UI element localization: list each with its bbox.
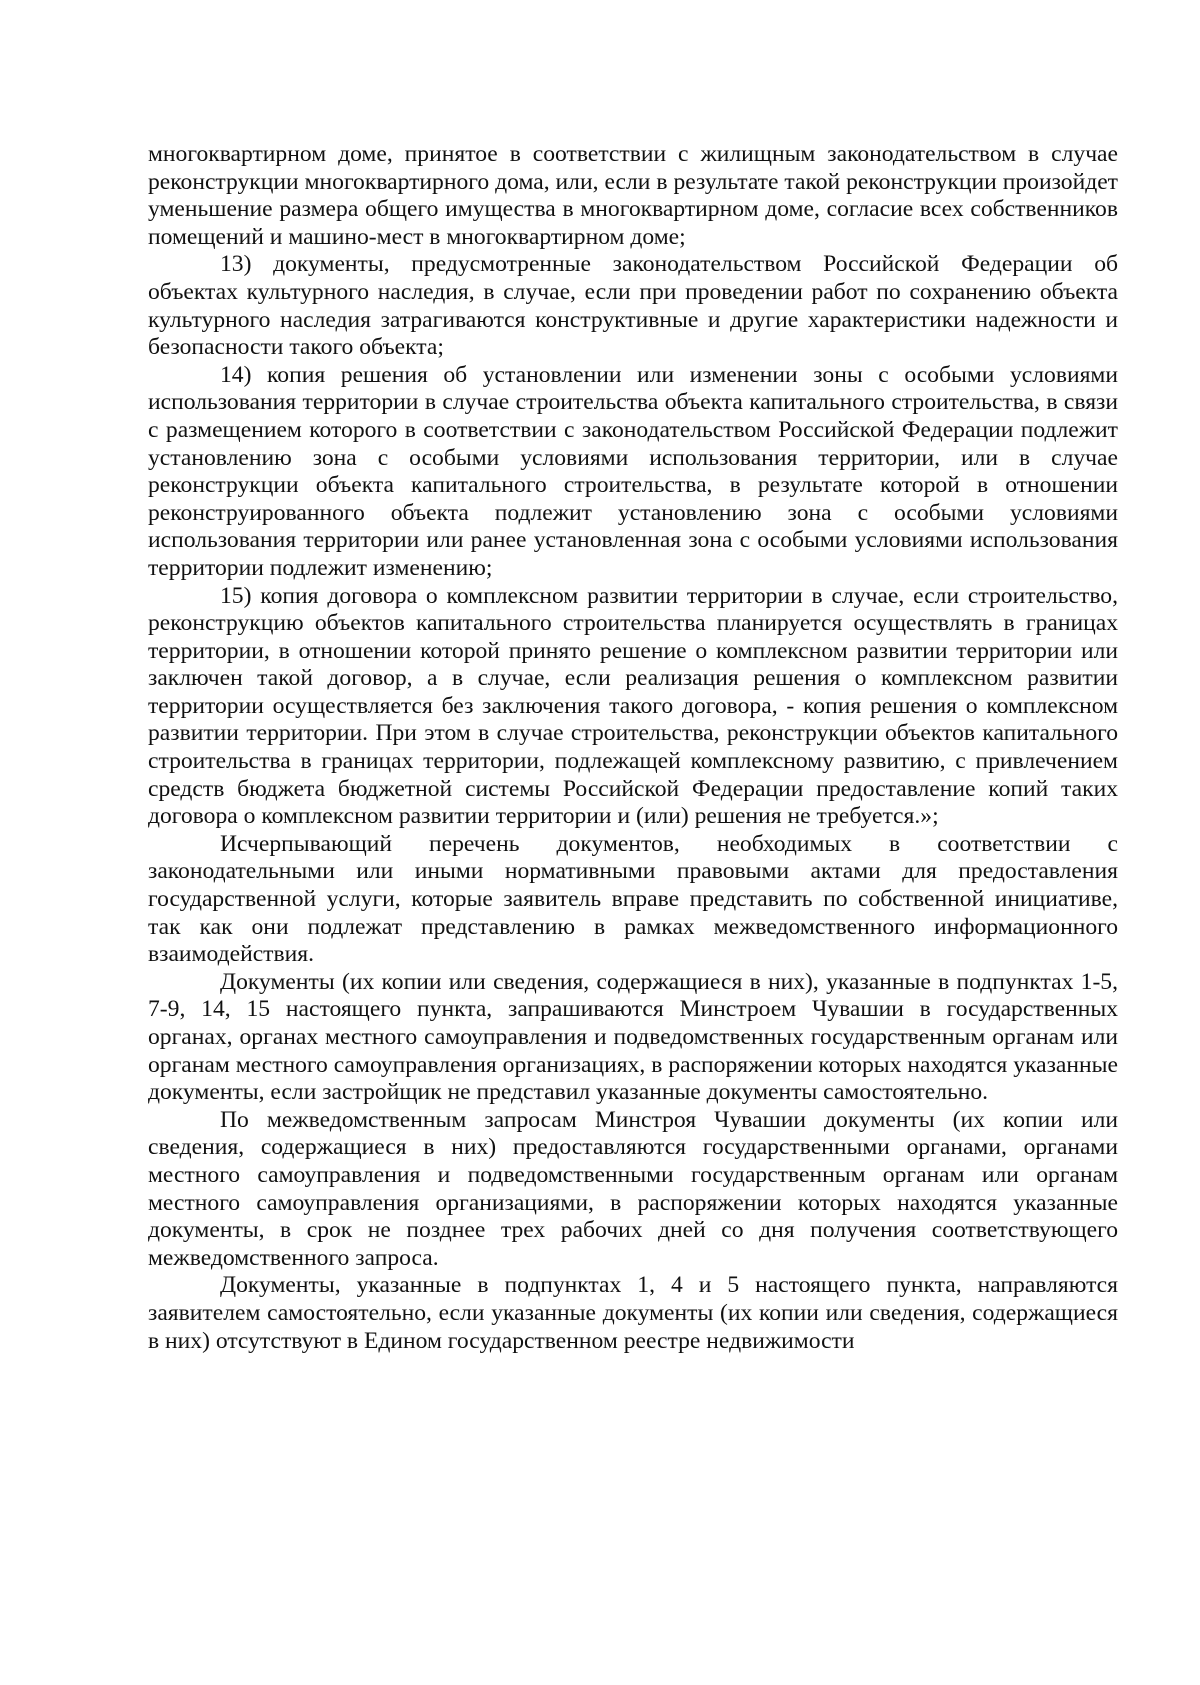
- paragraph-interagency-requests: По межведомственным запросам Минстроя Чувашии документы (их копии или сведения, содержащиеся в них) предоставляются государственными органами, органами местного самоуправления и подведомственными государственным органам или органам местного самоуправления организациями, в распоряжении которых находятся указанные документы, в срок не позднее трех рабочих дней со дня получения соответствующего межведомственного запроса.: [148, 1106, 1118, 1271]
- paragraph-item-13: 13) документы, предусмотренные законодательством Российской Федерации об объектах культурного наследия, в случае, если при проведении работ по сохранению объекта культурного наследия затрагиваются конструктивные и другие характеристики надежности и безопасности такого объекта;: [148, 251, 1118, 361]
- paragraph-exhaustive-list: Исчерпывающий перечень документов, необходимых в соответствии с законодательными или иными нормативными правовыми актами для предоставления государственной услуги, которые заявитель вправе представить по собственной инициативе, так как они подлежат представлению в рамках межведомственного информационного взаимодействия.: [148, 830, 1118, 968]
- document-body: [148, 141, 1118, 1355]
- paragraph-requested-documents: Документы (их копии или сведения, содержащиеся в них), указанные в подпунктах 1-5, 7-9, 14, 15 настоящего пункта, запрашиваются Минстроем Чувашии в государственных органах, органах местного самоуправления и подведомственных государственным органам или органам местного самоуправления организациях, в распоряжении которых находятся указанные документы, если застройщик не представил указанные документы самостоятельно.: [148, 968, 1118, 1106]
- paragraph-continuation: многоквартирном доме, принятое в соответствии с жилищным законодательством в случае реконструкции многоквартирного дома, или, если в результате такой реконструкции произойдет уменьшение размера общего имущества в многоквартирном доме, согласие всех собственников помещений и машино-мест в многоквартирном доме;: [148, 141, 1118, 250]
- paragraph-item-15: 15) копия договора о комплексном развитии территории в случае, если строительство, реконструкцию объектов капитального строительства планируется осуществлять в границах территории, в отношении которой принято решение о комплексном развитии территории или заключен такой договор, а в случае, если реализация решения о комплексном развитии территории осуществляется без заключения такого договора, - копия решения о комплексном развитии территории. При этом в случае строительства, реконструкции объектов капитального строительства в границах территории, подлежащей комплексному развитию, с привлечением средств бюджета бюджетной системы Российской Федерации предоставление копий таких договора о комплексном развитии территории и (или) решения не требуется.»;: [148, 582, 1118, 830]
- paragraph-applicant-sends: Документы, указанные в подпунктах 1, 4 и 5 настоящего пункта, направляются заявителем самостоятельно, если указанные документы (их копии или сведения, содержащиеся в них) отсутствуют в Едином государственном реестре недвижимости: [148, 1272, 1118, 1354]
- paragraph-item-14: 14) копия решения об установлении или изменении зоны с особыми условиями использования территории в случае строительства объекта капитального строительства, в связи с размещением которого в соответствии с законодательством Российской Федерации подлежит установлению зона с особыми условиями использования территории, или в случае реконструкции объекта капитального строительства, в результате которой в отношении реконструированного объекта подлежит установлению зона с особыми условиями использования территории или ранее установленная зона с особыми условиями использования территории подлежит изменению;: [148, 361, 1118, 581]
